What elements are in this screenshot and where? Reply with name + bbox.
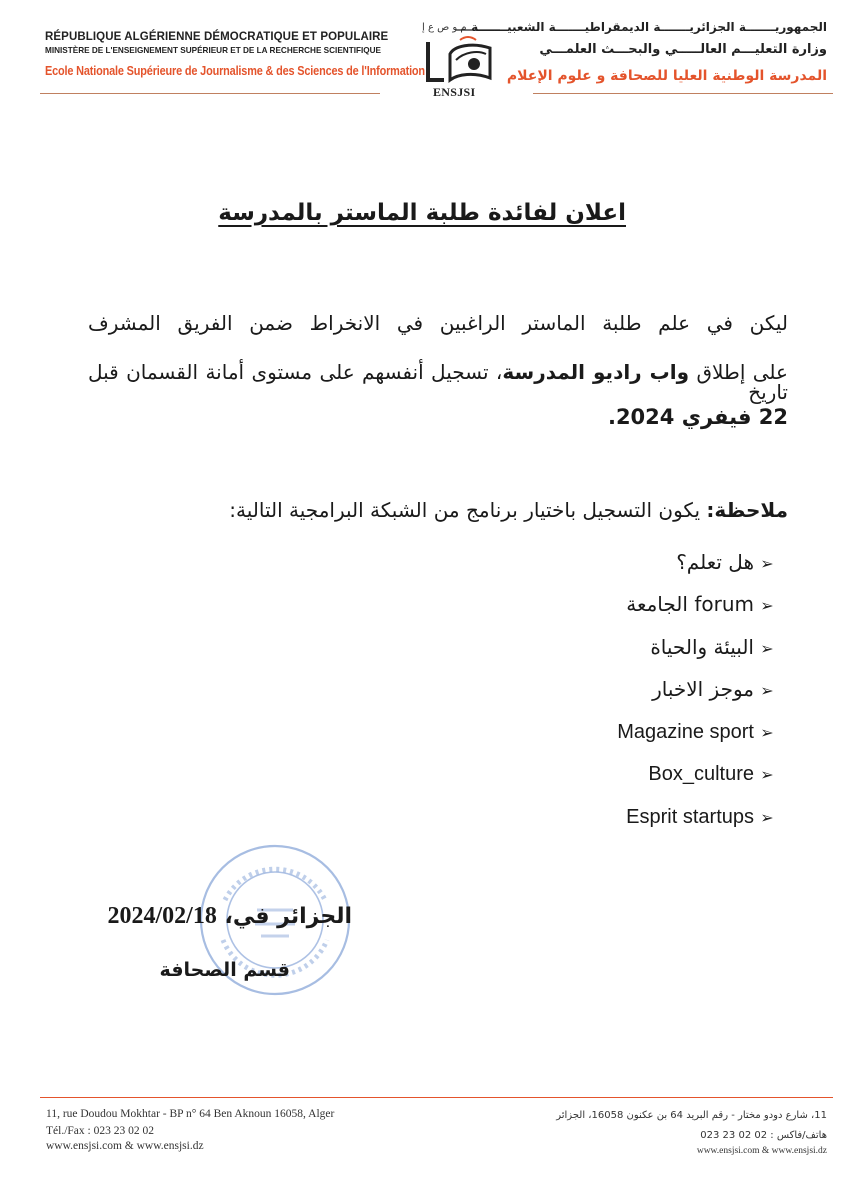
footer-ar-address: 11، شارع دودو مختار - رقم البريد 64 بن عكنون 16058، الجزائر — [556, 1110, 827, 1121]
list-item — [0, 592, 776, 634]
note-text: يكون التسجيل باختيار برنامج من الشبكة البرامجية التالية: — [229, 498, 707, 522]
arrow-bullet-icon: ➢ — [760, 807, 774, 827]
footer-ar-phone: هاتف/فاكس : 02 02 23 023 — [700, 1130, 827, 1141]
list-item — [0, 550, 776, 592]
list-item — [0, 719, 776, 761]
web-radio-name: واب راديو المدرسة — [502, 360, 690, 384]
program-list — [0, 550, 776, 846]
list-item — [0, 677, 776, 719]
arrow-bullet-icon: ➢ — [760, 596, 774, 616]
body-line-1: ليكن في علم طلبة الماستر الراغبين في الانخراط ضمن الفريق المشرف — [88, 311, 788, 335]
list-item — [0, 804, 776, 846]
header-divider-right — [533, 93, 833, 94]
header-fr-ministry: MINISTÈRE DE L'ENSEIGNEMENT SUPÉRIEUR ET DE LA RECHERCHE SCIENTIFIQUE — [45, 46, 381, 55]
header-ar-ministry: وزارة التعليـــم العالـــــي والبحـــث العلمـــي — [539, 42, 827, 57]
footer-ar-website: www.ensjsi.com & www.ensjsi.dz — [696, 1146, 827, 1156]
body-line-2-start: على إطلاق — [689, 360, 788, 384]
program-label: موجز الاخبار — [652, 676, 754, 701]
list-item — [0, 635, 776, 677]
note-label: ملاحظة: — [706, 498, 788, 522]
program-label: Esprit startups — [626, 805, 754, 828]
footer-fr-address: 11, rue Doudou Mokhtar - BP n° 64 Ben Aknoun 16058, Alger — [46, 1108, 335, 1120]
footer-fr-phone: Tél./Fax : 023 23 02 02 — [46, 1125, 154, 1137]
signature-place: الجزائر في، — [216, 904, 352, 929]
body-line-2-end: ، تسجيل أنفسهم على مستوى أمانة القسمان قبل تاريخ — [88, 360, 788, 404]
logo-arabic-initials: م و ص ع إ — [422, 22, 467, 33]
signature-date: 2024/02/18 — [107, 903, 217, 929]
announcement-title — [0, 200, 626, 226]
signature-department: قسم الصحافة — [159, 959, 290, 981]
announcement-title-text: اعلان لفائدة طلبة الماستر بالمدرسة — [218, 200, 626, 226]
program-label: البيئة والحياة — [650, 634, 754, 659]
header-ar-republic: الجمهوريـــــــة الجزائريـــــــة الديمقراطيـــــــة الشعبيـــــــة — [471, 20, 827, 34]
arrow-bullet-icon: ➢ — [760, 680, 774, 700]
program-label: Box_culture — [648, 763, 754, 786]
signature-place-date — [90, 903, 352, 930]
body-line-2 — [88, 362, 788, 402]
header-divider-left — [40, 93, 380, 94]
deadline-date: 22 فيفري 2024. — [607, 405, 788, 429]
footer-divider — [40, 1097, 833, 1098]
program-label: forum الجامعة — [626, 592, 754, 617]
footer-fr-website: www.ensjsi.com & www.ensjsi.dz — [46, 1140, 204, 1152]
header-fr-school: Ecole Nationale Supérieure de Journalisme & des Sciences de l'Information — [45, 63, 425, 78]
header-fr-republic: RÉPUBLIQUE ALGÉRIENNE DÉMOCRATIQUE ET POPULAIRE — [45, 31, 389, 43]
arrow-bullet-icon: ➢ — [760, 638, 774, 658]
arrow-bullet-icon: ➢ — [760, 554, 774, 573]
program-label: هل تعلم؟ — [676, 550, 754, 574]
logo-text: ENSJSI — [433, 85, 476, 99]
program-label: Magazine sport — [617, 721, 754, 744]
arrow-bullet-icon: ➢ — [760, 723, 774, 743]
header-ar-school: المدرسة الوطنية العليا للصحافة و علوم الإعلام — [506, 68, 827, 84]
arrow-bullet-icon: ➢ — [760, 765, 774, 785]
note-line — [100, 498, 788, 522]
list-item — [0, 761, 776, 803]
